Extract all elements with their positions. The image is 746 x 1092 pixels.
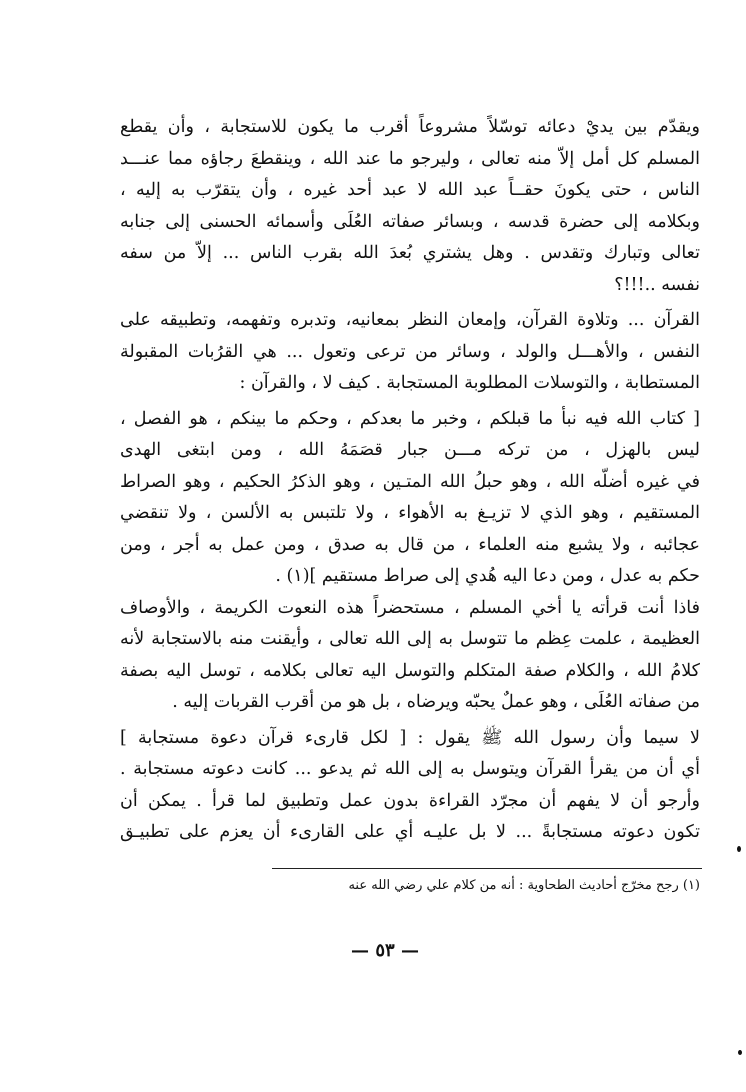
text-line: في غيره أضلّه الله ، وهو حبلُ الله المتـين ، وهو الذكرُ الحكيم ، وهو الصراط [120,471,700,492]
text-line: القرآن ... وتلاوة القرآن، وإمعان النظر بمعانيه، وتدبره وتفهمه، وتطبيقه على [120,310,700,330]
paragraph-4 [120,723,700,786]
text-line: [ كتاب الله فيه نبأ ما قبلكم ، وخبر ما بعدكم ، وحكم ما بينكم ، هو الفصل ، [120,408,700,429]
paragraph-5 [120,786,700,849]
paragraph-1 [120,112,700,301]
text-line: تعالى وتبارك وتقدس . وهل يشتري بُعدَ الله بقرب الناس ... إلاّ من سفه [120,243,700,263]
text-line: النفس ، والأهـــل والولد ، وسائر من ترعى وتعول ... هي القرُبات المقبولة [120,341,700,362]
text-line: أي أن من يقرأ القرآن ويتوسل به إلى الله ثم يدعو ... كانت دعوته مستجابة . [120,759,700,779]
text-line: عجائبه ، ولا يشبع منه العلماء ، من قال به صدق ، ومن عمل به أجر ، ومن [120,534,700,555]
page-number: — ٥٣ — [351,940,419,961]
text-line: لا سيما وأن رسول الله ﷺ يقول : [ لكل قارىء قرآن دعوة مستجابة ] [120,727,700,748]
text-line: وبكلامه إلى حضرة قدسه ، وبسائر صفاته العُلَى وأسمائه الحسنى إلى جنابه [120,211,700,232]
text-line: حكم به عدل ، ومن دعا اليه هُدي إلى صراط مستقيم ](١) . [275,566,700,586]
text-line: الناس ، حتى يكونَ حقــاً عبد الله لا عبد أحد غيره ، وأن يتقرّب به إليه ، [120,180,700,200]
text-line: من صفاته العُلَى ، وهو عملٌ يحبّه ويرضاه ، بل هو من أقرب القربات إليه . [172,692,700,712]
text-line: تكون دعوته مستجابةً ... لا بل عليـه أي على القارىء أن يعزم على تطبيـق [120,822,700,842]
footnote-divider [272,868,702,869]
footnote: (١) رجح مخرّج أحاديث الطحاوية : أنه من كلام علي رضي الله عنه [348,878,700,893]
paragraph-2 [120,305,700,400]
text-line: وأرجو أن لا يفهم أن مجرّد القراءة بدون عمل وتطبيق لما قرأ . يمكن أن [120,790,700,811]
text-line: المسلم كل أمل إلاّ منه تعالى ، وليرجو ما عند الله ، وينقطعَ رجاؤه مما عنـــد [120,148,700,169]
text-line: المستقيم ، وهو الذي لا تزيـغ به الأهواء ، ولا تلتبس به الألسن ، ولا تنقضي [120,503,700,523]
scan-speck [737,846,741,852]
main-text [120,112,700,849]
text-line: ويقدّم بين يديْ دعائه توسّلاً مشروعاً أقرب ما يكون للاستجابة ، وأن يقطع [120,117,700,137]
text-line: المستطابة ، والتوسلات المطلوبة المستجابة . كيف لا ، والقرآن : [239,373,700,393]
paragraph-3 [120,593,700,719]
text-line: كلامُ الله ، والكلام صفة المتكلم والتوسل اليه تعالى بكلامه ، توسل اليه بصفة [120,660,700,681]
quotation-block [120,404,700,593]
text-line: فاذا أنت قرأته يا أخي المسلم ، مستحضراً هذه النعوت الكريمة ، والأوصاف [120,597,700,618]
text-line: نفسه ..!!!؟ [614,274,700,295]
scan-speck [738,1050,742,1055]
text-line: ليس بالهزل ، من تركه مـــن جبار قصَمَهُ الله ، ومن ابتغى الهدى [120,440,700,460]
text-line: العظيمة ، علمت عِظم ما تتوسل به إلى الله تعالى ، وأيقنت منه بالاستجابة لأنه [120,629,700,649]
